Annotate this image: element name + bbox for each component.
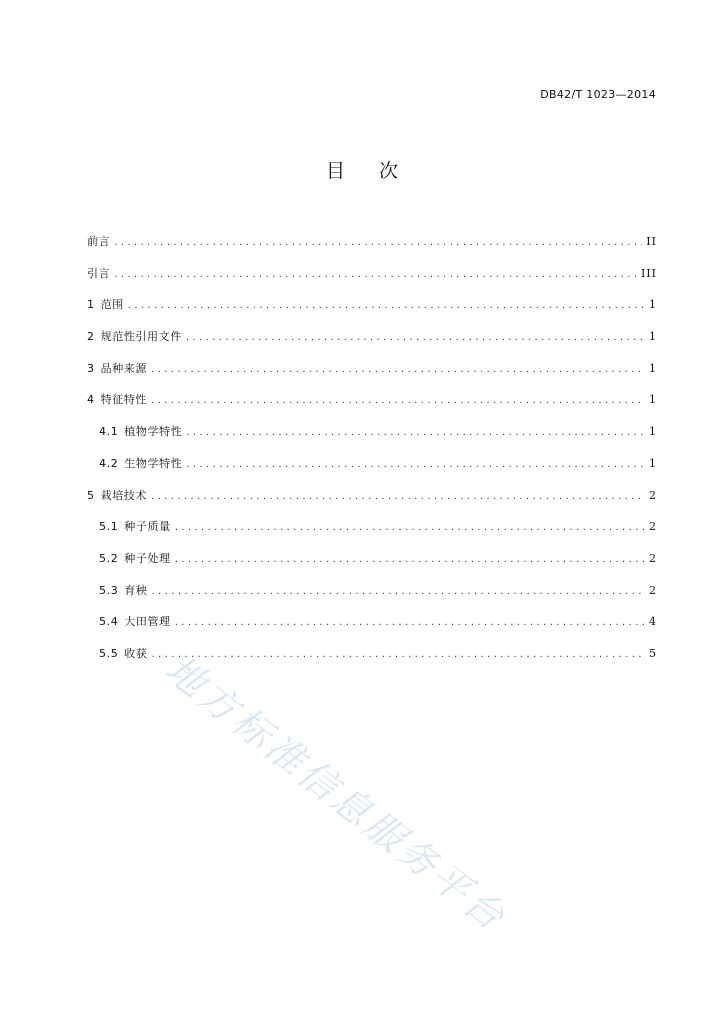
toc-page-number: 1 <box>649 361 657 375</box>
toc-entry-text: 种子质量 <box>124 520 171 534</box>
toc-page-number: 1 <box>649 393 657 407</box>
toc-entry-number: 5.1 <box>99 520 119 534</box>
toc-entry-number: 4.1 <box>99 425 119 439</box>
toc-entry-label <box>99 581 148 601</box>
toc-leader-dots <box>152 645 646 665</box>
toc-entry[interactable] <box>87 390 657 422</box>
toc-entry[interactable] <box>87 295 657 327</box>
toc-entry[interactable] <box>87 264 657 296</box>
toc-page-number: 2 <box>649 488 657 502</box>
toc-entry-text: 收获 <box>124 646 148 660</box>
toc-entry-label <box>87 327 182 347</box>
toc-entry-number: 5 <box>87 488 95 502</box>
toc-page-number: 1 <box>649 425 657 439</box>
toc-leader-dots <box>175 613 645 633</box>
toc-entry[interactable] <box>87 232 657 264</box>
toc-entry-text: 栽培技术 <box>100 488 148 502</box>
toc-entry-text: 育秧 <box>124 583 148 597</box>
toc-entry-text: 范围 <box>100 298 124 312</box>
toc-entry[interactable] <box>87 359 657 391</box>
toc-entry-number: 1 <box>87 298 95 312</box>
toc-entry[interactable] <box>87 612 657 644</box>
toc-entry-number: 4 <box>87 393 95 407</box>
toc-leader-dots <box>175 518 645 538</box>
toc-entry[interactable] <box>87 581 657 613</box>
toc-entry-label <box>87 390 147 410</box>
toc-page-number: 5 <box>649 646 657 660</box>
toc-entry[interactable] <box>87 327 657 359</box>
toc-entry-text: 规范性引用文件 <box>100 330 182 344</box>
toc-leader-dots <box>175 550 645 570</box>
toc-entry-text: 引言 <box>87 266 111 280</box>
toc-entry-label <box>99 644 148 664</box>
toc-entry-label <box>99 422 182 442</box>
toc-entry-number: 5.2 <box>99 551 119 565</box>
toc-page-number: 4 <box>649 615 657 629</box>
toc-entry-label <box>99 612 171 632</box>
toc-entry[interactable] <box>87 644 657 676</box>
toc-entry-number: 2 <box>87 330 95 344</box>
toc-leader-dots <box>151 391 645 411</box>
toc-entry-label <box>99 517 171 537</box>
toc-entry-number: 4.2 <box>99 456 119 470</box>
toc-entry-text: 前言 <box>87 235 111 248</box>
toc-entry-label <box>87 232 110 252</box>
toc-page-number: 1 <box>649 298 657 312</box>
toc-leader-dots <box>114 265 637 285</box>
toc-entry-text: 品种来源 <box>100 361 148 375</box>
toc-entry-text: 特征特性 <box>100 393 148 407</box>
toc-page-number: 1 <box>649 456 657 470</box>
toc-entry-number: 5.5 <box>99 646 119 660</box>
toc-leader-dots <box>152 582 646 602</box>
toc-page-number: III <box>640 266 657 280</box>
toc-leader-dots <box>151 487 645 507</box>
toc-entry-label <box>87 264 110 284</box>
toc-leader-dots <box>186 328 645 348</box>
toc-leader-dots <box>151 360 645 380</box>
toc-entry-text: 大田管理 <box>124 615 171 629</box>
toc-leader-dots <box>114 233 642 253</box>
table-of-contents <box>87 232 657 676</box>
toc-entry-number: 5.3 <box>99 583 119 597</box>
toc-entry[interactable] <box>87 549 657 581</box>
toc-entry-label <box>87 295 124 315</box>
toc-leader-dots <box>186 423 645 443</box>
toc-page-number: 2 <box>649 551 657 565</box>
toc-entry-text: 植物学特性 <box>124 425 183 439</box>
toc-page-number: 1 <box>649 330 657 344</box>
document-code: DB42/T 1023—2014 <box>540 88 656 101</box>
toc-entry-text: 种子处理 <box>124 551 171 565</box>
toc-entry-label <box>99 549 171 569</box>
toc-entry-text: 生物学特性 <box>124 456 183 470</box>
toc-entry-label <box>87 486 147 506</box>
watermark: 地方标准信息服务平台 <box>157 647 516 941</box>
toc-page-number: 2 <box>649 583 657 597</box>
toc-entry-number: 5.4 <box>99 615 119 629</box>
toc-page-number: II <box>646 235 657 248</box>
toc-entry-label <box>87 359 147 379</box>
toc-entry[interactable] <box>87 517 657 549</box>
toc-entry[interactable] <box>87 486 657 518</box>
toc-entry-label <box>99 454 182 474</box>
page-title: 目次 <box>325 160 432 182</box>
toc-entry[interactable] <box>87 422 657 454</box>
toc-entry-number: 3 <box>87 361 95 375</box>
toc-leader-dots <box>128 296 645 316</box>
toc-entry[interactable] <box>87 454 657 486</box>
toc-page-number: 2 <box>649 520 657 534</box>
toc-leader-dots <box>186 455 645 475</box>
